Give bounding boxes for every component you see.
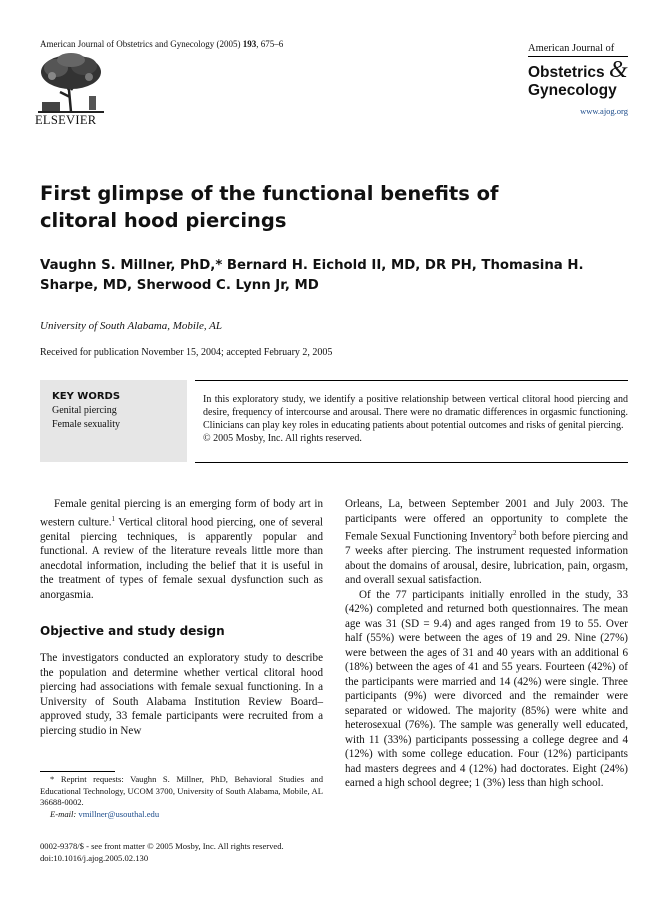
journal-url-link[interactable]: www.ajog.org [580,106,628,116]
abstract: In this exploratory study, we identify a positive relationship between vertical clitoral hood piercing and desire, frequency of intercourse and arousal. There were no dramatic differences in orgasmic functioning. Clinicians can play key roles in educating patients about potential outcomes and risks of genital piercing. © 2005 Mosby, Inc. All rights reserved. [203,394,628,444]
abstract-bottom-rule [195,462,628,463]
elsevier-tree-logo-icon [34,52,108,114]
received-date: Received for publication November 15, 2004; accepted February 2, 2005 [40,347,333,358]
abstract-top-rule [195,380,628,381]
article-title: First glimpse of the functional benefits of clitoral hood piercings [40,182,499,232]
intro-paragraph: Female genital piercing is an emerging form of body art in western culture.$^1$ Vertical clitoral hood piercing, one of several genital piercing techniques, is apparently popular and functional. A review of the literature reveals little more than anecdotal information, including the belief that it is useful in the treatment of types of female sexual dysfunction such as anorgasmia. [40,498,323,601]
front-matter-info: 0002-9378/$ - see front matter © 2005 Mosby, Inc. All rights reserved. doi:10.1016/j.ajog.2005.02.130 [40,841,284,863]
reference-marker[interactable]: 1 [111,514,116,523]
affiliation: University of South Alabama, Mobile, AL [40,320,222,332]
reference-marker[interactable]: 2 [512,529,517,537]
journal-top-line: American Journal of [528,43,628,57]
publisher-name: ELSEVIER [35,113,97,127]
journal-masthead [528,43,628,116]
results-column: Orleans, La, between September 2001 and July 2003. The participants were offered an opportunity to complete the Female Sexual Functioning Inventory$^2$ both before piercing and 7 weeks after piercing. The instrument requested information about the domains of arousal, desire, lubrication, pain, orgasm, and overall sexual satisfaction. Of the 77 participants initially enrolled in the study, 33 (42%) completed and returned both questionnaires. The mean age was 31 (SD = 9.4) and ages ranged from 19 to 55. Over half (55%) were between the ages of 19 and 29. Nine (27%) were between the ages of 31 and 40 years with an additional 6 (18%) between the ages of 41 and 55 years. Fourteen (42%) of the participants were married and 14 (42%) were single. Three participants (9%) were divorced and the remainder were separated or widowed. The majority (85%) were white and heterosexual (76%). The sample was generally well educated, with 11 (33%) participants possessing a college degree and 4 (12%) with some college education. Four (12%) participants had masters degrees and 4 (12%) had doctorates. Eight (24%) earned a high school degree; 1 (3%) less than high school. [345,498,629,790]
keyword-item: Genital piercing [52,405,117,416]
footnote-rule [40,771,115,772]
footnote: * Reprint requests: Vaughn S. Millner, PhD, Behavioral Studies and Educational Technology, UCOM 3700, University of South Alabama, Mobile, AL 36688-0002. E-mail: vmillner@usouthal.edu [40,774,323,819]
keywords-title: KEY WORDS [52,391,121,402]
section-heading: Objective and study design [40,624,225,638]
keyword-item: Female sexuality [52,419,121,430]
doi: doi:10.1016/j.ajog.2005.02.130 [40,853,149,863]
journal-name: Obstetrics & Gynecology [528,57,628,99]
abstract-copyright: © 2005 Mosby, Inc. All rights reserved. [203,433,362,444]
journal-citation: American Journal of Obstetrics and Gynecology (2005) 193, 675–6 [40,39,284,49]
author-list: Vaughn S. Millner, PhD,* Bernard H. Eichold II, MD, DR PH, Thomasina H. Sharpe, MD, Sherwood C. Lynn Jr, MD [40,258,584,293]
email-link[interactable]: vmillner@usouthal.edu [78,808,160,819]
methods-paragraph: The investigators conducted an exploratory study to describe the population and determine whether vertical clitoral hood piercing had associations with female sexual functioning. In a University of South Alabama Institution Review Board–approved study, 33 female participants were recruited from a piercing studio in New [40,652,323,737]
